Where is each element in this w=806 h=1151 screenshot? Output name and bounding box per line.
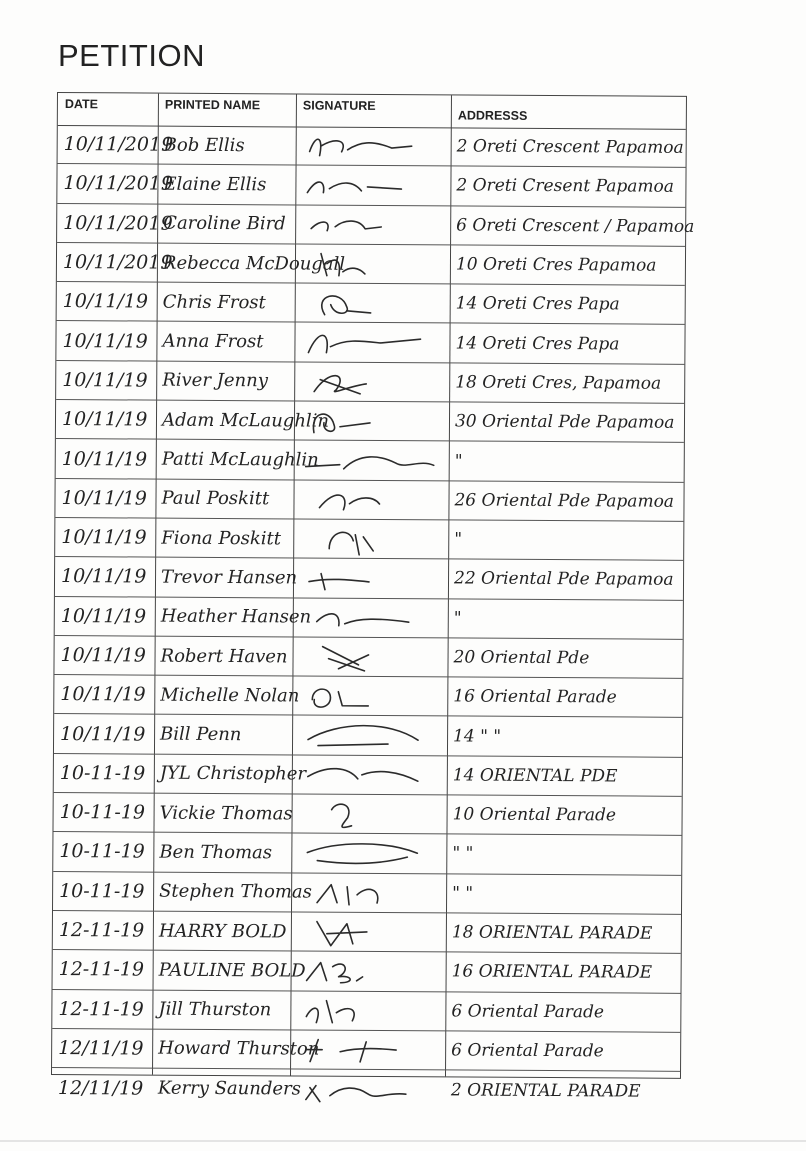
cell-printed-name: Patti McLaughlin [161, 448, 319, 471]
table-row [56, 400, 684, 443]
cell-printed-name: Paul Poskitt [161, 487, 270, 510]
cell-address: 22 Oriental Pde Papamoa [453, 568, 674, 591]
cell-address: 2 Oreti Crescent Papamoa [456, 136, 684, 158]
scan-edge [0, 1140, 806, 1142]
cell-printed-name: River Jenny [162, 370, 268, 392]
cell-printed-name: Kerry Saunders [157, 1077, 301, 1100]
header-address: ADDRESSS [457, 108, 528, 123]
cell-printed-name: Stephen Thomas [159, 880, 312, 903]
cell-signature [292, 755, 447, 794]
signature-scribble [297, 874, 437, 911]
cell-printed-name: Elaine Ellis [163, 173, 267, 196]
table-row [57, 282, 685, 325]
cell-address: 16 Oriental Parade [453, 686, 617, 708]
cell-date: 12-11-19 [58, 958, 145, 981]
signature-scribble [299, 560, 439, 597]
cell-address: 18 ORIENTAL PARADE [451, 922, 653, 944]
cell-address: 2 ORIENTAL PARADE [450, 1080, 641, 1102]
petition-table [51, 92, 695, 1102]
cell-printed-name: Adam McLaughlin [161, 409, 330, 432]
signature-scribble [301, 285, 441, 322]
signature-scribble [300, 363, 440, 400]
table-row [56, 361, 684, 404]
cell-signature [294, 402, 449, 441]
table-row [57, 204, 695, 247]
cell-date: 10/11/2019 [63, 172, 174, 196]
cell-date: 10/11/19 [60, 604, 147, 628]
cell-printed-name: Ben Thomas [159, 841, 273, 864]
cell-signature [294, 441, 449, 480]
signature-scribble [297, 796, 437, 833]
cell-date: 12-11-19 [58, 919, 145, 942]
cell-signature [291, 952, 446, 991]
cell-address: " [453, 608, 462, 629]
table-header [58, 93, 686, 130]
cell-address: 14 Oreti Cres Papa [455, 293, 620, 315]
cell-printed-name: PAULINE BOLD [158, 959, 306, 982]
signature-scribble [296, 1071, 436, 1108]
cell-printed-name: Rebecca McDougall [162, 252, 346, 275]
table-row [56, 321, 684, 364]
cell-address: 14 " " [453, 726, 502, 747]
table-row [52, 990, 680, 1033]
cell-signature [294, 362, 449, 401]
signature-scribble [297, 953, 437, 990]
table-row [53, 950, 681, 993]
table-row [56, 439, 684, 482]
cell-address: 10 Oriental Parade [452, 804, 617, 826]
cell-printed-name: Bill Penn [160, 723, 242, 746]
cell-signature [295, 284, 450, 323]
cell-date: 10/11/19 [60, 722, 146, 746]
table-row [52, 1029, 680, 1072]
table-row [54, 675, 682, 718]
cell-date: 10-11-19 [59, 761, 146, 785]
cell-printed-name: Michelle Nolan [160, 684, 300, 707]
table-row [54, 714, 682, 757]
header-date: DATE [64, 97, 99, 112]
cell-printed-name: HARRY BOLD [158, 920, 287, 942]
table-row [53, 832, 681, 875]
cell-date: 12/11/19 [57, 1076, 144, 1100]
signature-scribble [298, 717, 438, 754]
signature-scribble [297, 835, 437, 872]
cell-signature [291, 873, 446, 912]
header-printed-name: PRINTED NAME [164, 97, 261, 113]
cell-address: 6 Oriental Parade [451, 1040, 604, 1062]
cell-date: 10/11/19 [61, 408, 148, 431]
signature-scribble [296, 992, 436, 1029]
table-row [55, 479, 683, 522]
cell-date: 10/11/19 [62, 290, 149, 313]
table-body [52, 125, 695, 1102]
cell-date: 12/11/19 [58, 1036, 144, 1060]
cell-date: 10/11/19 [60, 644, 146, 667]
cell-printed-name: Jill Thurston [158, 998, 272, 1021]
cell-signature [296, 126, 451, 165]
cell-signature [292, 637, 447, 676]
table-row [53, 793, 681, 836]
signature-scribble [299, 521, 439, 558]
signature-scribble [298, 756, 438, 793]
cell-signature [290, 1070, 445, 1110]
cell-signature [295, 244, 450, 283]
table-row [54, 636, 682, 679]
cell-address: 26 Oriental Pde Papamoa [454, 490, 675, 512]
signature-scribble [301, 246, 441, 283]
cell-date: 10-11-19 [59, 840, 145, 864]
cell-date: 10/11/19 [62, 329, 148, 353]
cell-address: 2 Oreti Cresent Papamoa [456, 175, 674, 198]
cell-signature [292, 716, 447, 755]
cell-printed-name: Bob Ellis [163, 134, 245, 156]
signature-scribble [301, 167, 441, 204]
cell-address: " [454, 529, 463, 550]
cell-address: 10 Oreti Cres Papamoa [455, 254, 657, 276]
signature-scribble [299, 599, 439, 636]
cell-printed-name: Caroline Bird [163, 212, 286, 235]
cell-signature [293, 519, 448, 558]
cell-address: " " [452, 843, 474, 865]
signature-scribble [300, 442, 440, 479]
table-row [57, 243, 685, 286]
cell-date: 10/11/2019 [63, 133, 174, 156]
cell-address: 30 Oriental Pde Papamoa [454, 411, 675, 433]
cell-date: 10/11/19 [60, 683, 146, 706]
table-row [53, 911, 681, 954]
cell-printed-name: Chris Frost [162, 291, 266, 314]
cell-printed-name: Fiona Poskitt [161, 527, 282, 549]
cell-signature [290, 991, 445, 1030]
cell-address: " " [452, 883, 474, 904]
cell-signature [291, 834, 446, 873]
signature-scribble [297, 914, 437, 951]
cell-date: 10/11/2019 [62, 251, 173, 274]
cell-printed-name: Howard Thurston [158, 1038, 320, 1061]
cell-signature [293, 559, 448, 598]
cell-date: 10/11/2019 [63, 211, 173, 235]
cell-date: 10-11-19 [59, 879, 145, 903]
signature-scribble [300, 403, 440, 440]
cell-date: 10/11/19 [61, 486, 147, 510]
table-row [58, 125, 686, 168]
cell-address: 18 Oreti Cres, Papamoa [455, 372, 662, 394]
header-signature: SIGNATURE [302, 98, 376, 113]
cell-signature [294, 323, 449, 362]
table-row [55, 518, 683, 561]
table-row [55, 597, 683, 640]
cell-signature [295, 166, 450, 205]
signature-scribble [299, 481, 439, 518]
cell-printed-name: Heather Hansen [160, 605, 312, 628]
cell-signature [291, 912, 446, 951]
cell-address: 14 ORIENTAL PDE [452, 765, 618, 787]
cell-address: " [454, 450, 463, 471]
table-row [52, 1068, 680, 1111]
cell-signature [295, 205, 450, 244]
cell-signature [290, 1030, 445, 1069]
cell-printed-name: Trevor Hansen [160, 566, 298, 589]
signature-scribble [298, 678, 438, 715]
cell-printed-name: Anna Frost [162, 330, 264, 353]
page-title: PETITION [58, 38, 205, 73]
cell-signature [291, 794, 446, 833]
cell-signature [293, 480, 448, 519]
signature-scribble [302, 128, 442, 165]
signature-scribble [298, 638, 438, 675]
table-row [54, 754, 682, 797]
cell-address: 14 Oreti Cres Papa [455, 333, 620, 355]
cell-printed-name: Vickie Thomas [159, 802, 293, 825]
table-row [53, 872, 681, 915]
cell-signature [293, 598, 448, 637]
cell-date: 10/11/19 [60, 565, 147, 588]
signature-scribble [296, 1031, 436, 1068]
table-row [55, 557, 683, 600]
signature-scribble [300, 324, 440, 361]
cell-date: 10/11/19 [62, 368, 148, 392]
cell-printed-name: JYL Christopher [159, 763, 307, 785]
cell-address: 20 Oriental Pde [453, 647, 590, 669]
cell-date: 10/11/19 [61, 526, 147, 549]
cell-address: 6 Oriental Parade [451, 1001, 605, 1023]
cell-address: 6 Oreti Crescent / Papamoa [456, 215, 695, 237]
cell-date: 10/11/19 [61, 447, 148, 471]
table-row [57, 164, 685, 207]
cell-address: 16 ORIENTAL PARADE [451, 961, 653, 984]
cell-signature [292, 677, 447, 716]
cell-date: 10-11-19 [59, 801, 146, 824]
cell-printed-name: Robert Haven [160, 645, 288, 667]
cell-date: 12-11-19 [58, 997, 144, 1021]
signature-scribble [301, 206, 441, 243]
